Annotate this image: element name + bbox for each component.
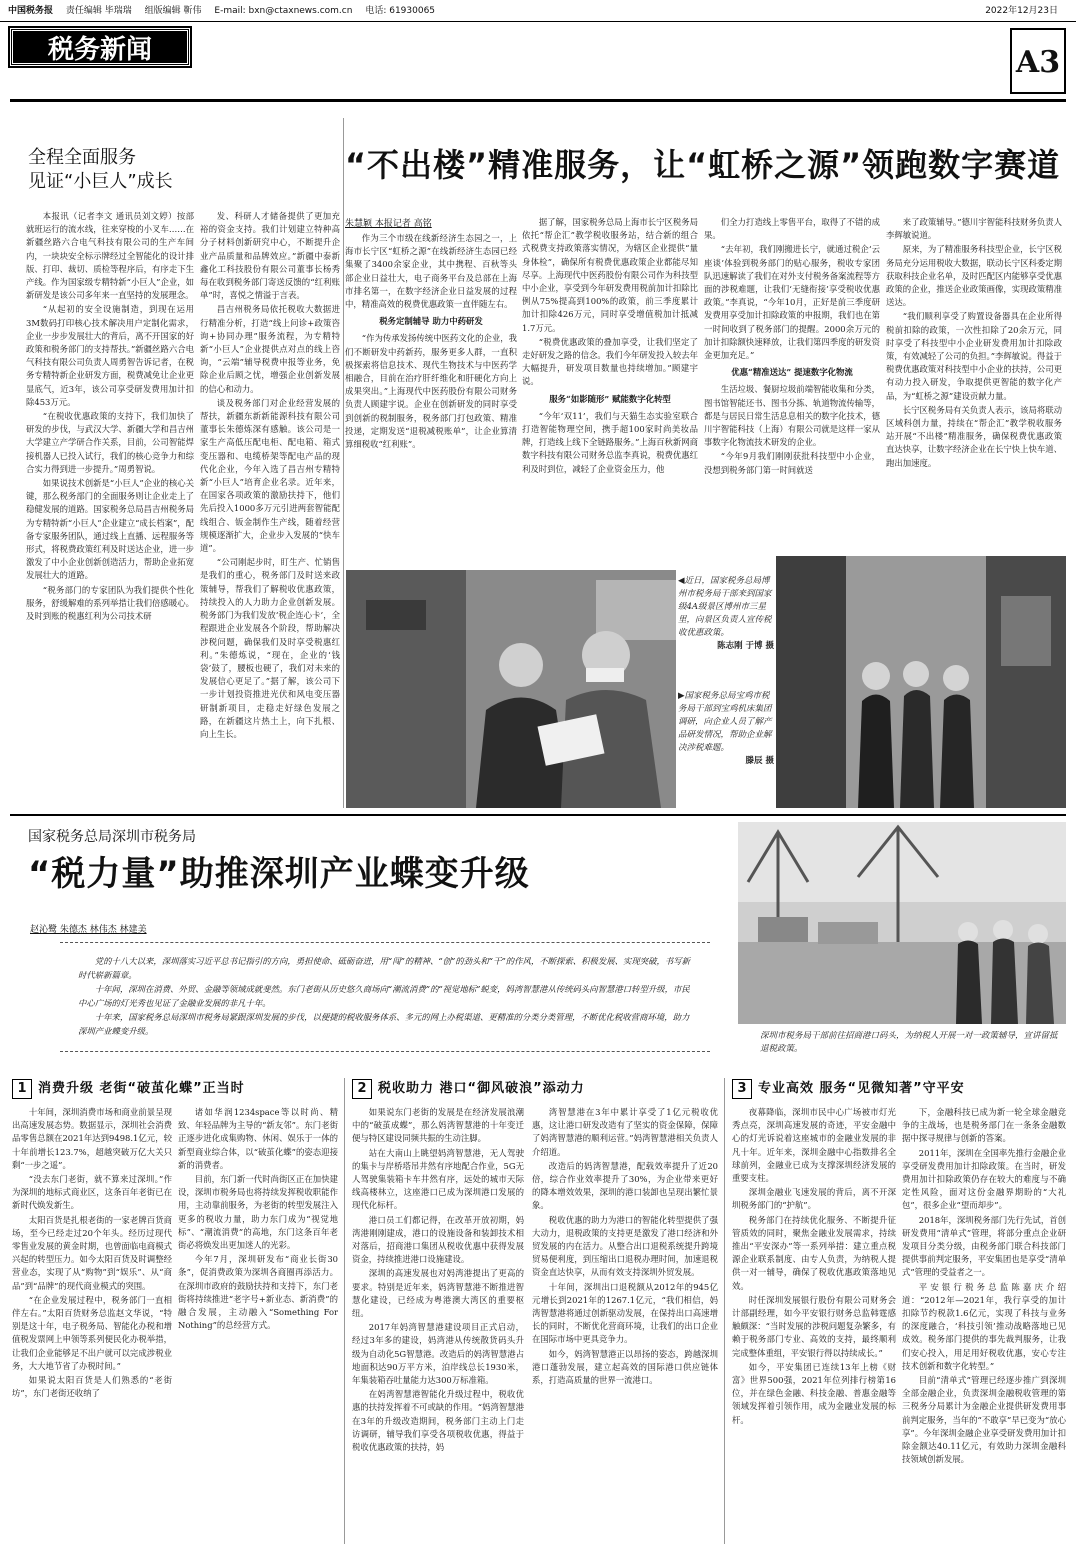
section3-column-1 [732,1106,896,1544]
photo-illustration [346,570,676,808]
paragraph: “公司刚起步时，盯生产、忙销售是我们的重心，税务部门及时送来政策辅导，帮我们了解税收优惠政策，持续投入的人力助力企业创新发展。税务部门为我们发放‘税企连心卡’，全程跟进企业发展各个阶段，帮助解决涉税问题，确保我们及时享受税惠红利。”朱德炼说，“现在，企业的‘钱袋’鼓了，腰板也硬了，我们对未来的发展信心更足了。”据了解，该公司下一步计划投资推进光伏和风电变压器研制新项目，走稳走好绿色发展之路，在新疆这片热土上，向下扎根、向上生长。 [200,557,340,739]
column-rule [344,1078,345,1544]
paragraph: 湾智慧港在3年中累计享受了1亿元税收优惠，这让港口研发改造有了坚实的资金保障，保障了妈湾智慧港的顺利运营。”妈湾智慧港相关负责人介绍道。 [532,1107,718,1157]
paragraph: 目前，东门新一代时尚街区正在加快建设，深圳市税务局也将持续发挥税收职能作用，主动靠前服务，为老街的转型发展注入更多的税收力量，助力东门成为“视觉地标”、“潮流消费”的高地，东门这条百年老街必将焕发出更加迷人的光彩。 [178,1174,338,1251]
lead-headline-line1: 全程全面服务 [28,147,136,168]
editor: 责任编辑 毕瑞瑞 [65,6,132,16]
paragraph: 昌吉州税务局依托税收大数据进行精准分析，打造“线上问诊+政策咨询+协同办理”服务流程，为专精特新“小巨人”企业提供点对点的线上咨询，“云端”辅导税费申报等业务，免除企业后顾之忧，增强企业创新发展的信心和动力。 [200,304,340,394]
paragraph: 十年间，深圳出口退税额从2012年的945亿元增长到2021年的1267.1亿元，“我们相信，妈湾智慧港将通过创新驱动发展，在保持出口高速增长的同时，不断优化营商环境，让我们的出口企业在国际市场中更具竞争力。 [532,1281,718,1345]
paper-name: 中国税务报 [8,6,54,16]
paragraph: 夜幕降临，深圳市民中心广场被市灯光秀点亮，深圳高速发展的奇迹，平安金融中心的灯光诉说着这座城市的金融业发展的非凡十年。近年来，深圳金融中心指数排名全球前列，金融业已成为支撑深圳经济发展的重要支柱。 [732,1107,896,1184]
column-rule [343,118,344,808]
subsection-3-heading [732,1078,965,1100]
subsection-1-heading [12,1078,245,1100]
subsection-number: 2 [352,1079,372,1099]
paragraph: 如果说太阳百货是人们熟悉的“老街坊”，东门老街还收纳了 [12,1375,172,1399]
paragraph: “税务部门的专家团队为我们提供个性化服务，舒缓解难的系列举措让我们倍感暖心。及时到账的税惠红利为公司技术研 [26,584,194,622]
paragraph: 生活垃圾、餐厨垃圾前端智能收集和分类，图书馆智能还书、图书分拣、轨道物流传输等，都是与居民日常生活息息相关的数字化技术，德川宇智能科技（上海）有限公司就是这样一家从事数字化物流技术研发的企业。 [704,384,880,448]
paragraph: 今年7月，深圳研发布“商业长街30条”，促消费政策为深圳各商圈再添活力。在深圳市政府的鼓励扶持和支持下，东门老街将持续推进“老字号+新业态、新消费”的融合发展，主动融入“Something For Nothing”的总经营方式。 [178,1254,338,1331]
paragraph: 原来，为了精准服务科技型企业，长宁区税务局充分运用税收大数据，联动长宁区科委定期获取科技企业名单，及时匹配区内能够享受优惠政策的企业，推送企业政策画像，实现政策精准送达。 [886,244,1062,308]
page-number: A3 [1010,28,1066,94]
main-byline: 朱慧颖 本报记者 高铭 [345,219,432,229]
main-headline: “不出楼”精准服务，让“虹桥之源”领跑数字赛道 [345,146,1061,184]
main-subhead-3: 优惠“精准送达” 提速数字化物流 [731,367,853,378]
caption-text: ◀近日，国家税务总局博州市税务局干部来到国家级4A级景区博州市三星里，向景区负责人宣传税收优惠政策。 [678,576,772,638]
paragraph: 深圳金融业飞速发展的背后，离不开深圳税务部门的“护航”。 [732,1187,896,1211]
photo-officials-scenic-area [346,570,676,808]
subsection-title: 消费升级 老街“破茧化蝶”正当时 [38,1081,245,1096]
paragraph: 如果说技术创新是“小巨人”企业的核心关键，那么税务部门的全面服务则让企业走上了稳健发展的道路。国家税务总局昌吉州税务局为专精特新“小巨人”企业建立“成长档案”，配备专家服务团队，通过线上直播、远程服务等形式，将税费政策红利及时送达企业，进一步激发了中小企业创新创造活力，帮助企业拓宽发展壮大的道路。 [26,478,194,581]
photo-caption-1 [678,575,774,653]
paragraph: “今年9月我们刚刚获批科技型中小企业，没想到税务部门第一时间就送 [704,451,880,475]
paragraph: “在企业发展过程中，税务部门一直相伴左右。”太阳百货财务总监赵文华说，“特别是这十年，电子税务局、智能化办税和增值税发票网上申领等系列便民化办税举措，让我们企业能够足不出户就可以完成涉税业务，大大地节省了办税时间。” [12,1294,172,1371]
photo-port-officials [738,822,1066,1024]
intro-paragraph: 十年间，深圳在消费、外贸、金融等领域成就斐然。东门老街从历史悠久商场向“潮流消费”的“视觉地标”蜕变，妈湾智慧港从传统码头向智慧港口转型升级，市民中心广场的灯光秀也见证了金融业发展的非凡十年。 [78,984,690,1008]
paragraph: 目前“清单式”管理已经逐步推广到深圳全部金融企业，负责深圳金融税收管理的第三税务分局累计为金融企业提供研发费用事前判定服务，当年的“不敢享”早已变为“放心享”。今年深圳金融企业享受研发费用加计扣除金额达40.11亿元，有效助力深圳金融科技领域创新发展。 [902,1375,1066,1465]
section-divider [10,814,1066,816]
paragraph: 本报讯（记者李文 通讯员刘文婷）按部就班运行的流水线，往来穿梭的小叉车……在新疆丝路六合电气科技有限公司的生产车间内，一块块安全标示牌经过全智能化的设计排版、打印、裁切、质检等程序后，有序走下生产线。作为国家级专精特新“小巨人”企业，如新研发是该公司多年来一直坚持的发展理念。 [26,211,194,301]
layout-editor: 组版编辑 靳伟 [144,6,202,16]
paragraph: “从起初的安全设施制造，到现在运用3M数码打印核心技术解决用户定制化需求，企业一步步发展壮大的背后，离不开国家的好政策和税务部门的支持帮扶。”新疆丝路六合电气科技有限公司负责人周勇智告诉记者，在税务专精特新企业研发方面，税费减免让企业更显底气，近3年，该公司享受研发费用加计扣除453万元。 [26,304,194,407]
section-title: 税务新闻 [10,28,190,66]
main-column-1 [345,232,517,562]
phone: 电话: 61930065 [365,6,436,16]
port-photo-caption [760,1030,1060,1056]
column-rule [724,1078,725,1544]
issue-date: 2022年12月23日 [985,6,1058,16]
paragraph: “在税收优惠政策的支持下，我们加快了研发的步伐，与武汉大学、新疆大学和昌吉州大学建立产学研合作关系，目前，公司智能焊接机器人已投入试行，我们的核心竞争力和综合实力得到进一步提升。”周勇智说。 [26,411,194,474]
paragraph: 谈及税务部门对企业经营发展的帮扶，新疆东新新能源科技有限公司董事长朱德炼深有感触。该公司是一家生产高低压配电柜、配电箱、箱式变压器和、电缆桥架等配电产品的现代化企业，今年入选了昌吉州专精特新“小巨人”培育企业名录。近年来，在国家各项政策的激励扶持下，他们先后投入1000多万元引进两套智能配线组合、钣金制作生产线，随着经营规模逐渐扩大，企业步入发展的“快车道”。 [200,397,340,554]
main-column-2 [522,216,698,562]
paragraph: 如今，妈湾智慧港正以昂扬的姿态，跨越深圳港口蓬勃发展，建立起高效的国际港口供应链体系，打造高质量的世界一流港口。 [532,1348,718,1386]
intro-paragraph: 党的十八大以来，深圳落实习近平总书记指引的方向，勇担使命、砥砺奋进，用“闯”的精神、“创”的劲头和“干”的作风，不断探索、积极发展、实现突破，书写新时代崭新篇章。 [78,956,690,980]
photo-officials-machine-factory [776,556,1066,808]
photo-caption-2 [678,690,774,768]
paragraph: “税费优惠政策的叠加享受，让我们坚定了走好研发之路的信念。我们今年研发投入较去年大幅提升，研发项目数量也持续增加。”顾建宇说。 [522,336,698,387]
section1-column-2 [178,1106,338,1544]
paragraph: 十年间，深圳消费市场和商业前景呈现出高速发展态势。数据显示，深圳社会消费品零售总额在2021年达到9498.1亿元，较十年前增长123.7%，超越突破万亿大关只剩“一步之遥”。 [12,1107,172,1170]
subsection-number: 3 [732,1079,752,1099]
main-subhead-2: 服务“如影随形” 赋能数字化转型 [549,393,671,404]
paragraph: “今年‘双11’，我们与天猫生态实验室联合打造智能物理空间，携手超100家时尚美妆品牌，打造线上线下全链路服务。”上海百秋新网商数字科技有限公司财务总监李真说，税费优惠红利及时到位，减轻了企业资金压力，他 [522,410,698,474]
subsection-2-heading [352,1078,585,1100]
caption-credit: 陈志刚 于博 摄 [717,641,774,651]
paragraph: 在妈湾智慧港智能化升级过程中，税收优惠的扶持发挥着不可或缺的作用。“妈湾智慧港在3年的升级改造期间，税务部门主动上门走访调研，辅导我们享受各项税收优惠，得益于税收优惠政策的扶持，妈 [352,1389,524,1453]
paragraph: “作为传承发扬传统中医药文化的企业，我们不断研发中药新药，服务更多人群，一直积极探索将信息技术、现代生物技术与中医药学相融合，目前在治疗肝纤维化和肝硬化方向上成果突出。”上海现代中医药股份有限公司财务负责人顾建宇说。企业在创新研发的同时享受到创新的税制服务，税务部门打包政策、精准投递，定期发送“退税减税账单”，让企业算清算细税收“红利账”。 [345,333,517,450]
paragraph: 站在大南山上眺望妈湾智慧港，无人驾驶的集卡与岸桥塔吊井然有序地配合作业，5G无人驾驶集装箱卡车井然有序，远处的城市天际线高楼林立，这座港口已成为深圳港口发展的现代化标杆。 [352,1147,524,1211]
section2-column-2 [532,1106,718,1544]
paragraph: 下，金融科技已成为新一轮全球金融竞争的主战场，也是税务部门在一条条金融数据中探寻规律与创新的答案。 [902,1107,1066,1144]
paragraph: “我们顺利享受了购置设备器具在企业所得税前扣除的政策，一次性扣除了20余万元，同时享受了科技型中小企业研发费用加计扣除政策，有效减轻了公司的负担。”李辉敏说。得益于税费优惠政策对科技型中小企业的扶持，公司更有动力投入研发，争取提供更智能的数字化产品，为“虹桥之源”建设贡献力量。 [886,311,1062,401]
paragraph: 2011年，深圳在全国率先推行金融企业享受研发费用加计扣除政策。在当时，研发费用加计扣除政策仍存在较大的难度与不确定性风险，面对这份金融界期盼的“大礼包”，很多企业“望而却步”。 [902,1147,1066,1211]
paragraph: 太阳百货是扎根老街的一家老牌百货商场，至今已经走过20个年头。经历过现代零售业发展的黄金时期，也曾面临电商模式兴起的转型压力。如今太阳百货及时调整经营业态，实现了从“购物”到“娱乐”、从“商品”到“品牌”的现代商业模式的突围。 [12,1214,172,1291]
paragraph: 作为三个市级在线新经济生态园之一，上海市长宁区“虹桥之源”在线新经济生态园已经集聚了3400余家企业，其中携程、百秋等头部企业日益壮大，电子商务平台及总部在上海市排名第一，在数字经济企业日益发展的过程中，精准高效的税费优惠政策一直伴随左右。 [345,233,517,310]
lead-headline-line2: 见证“小巨人”成长 [28,171,173,192]
main-subhead-1: 税务定制辅导 助力中药研发 [379,316,483,327]
subsection-number: 1 [12,1079,32,1099]
main-column-3 [704,216,880,562]
paragraph: 改造后的妈湾智慧港，配载效率提升了近20倍，综合作业效率提升了30%，为企业带来更好的降本增效效果，深圳的港口装卸也呈现出繁忙景象。 [532,1160,718,1211]
paragraph: 发、科研人才储备提供了更加充裕的资金支持。我们计划建立特种高分子材料创新研究中心，不断提升企业产品质量和品牌效应。”新疆中泰新鑫化工科技股份有限公司董事长杨秀每在收到税务部门寄送反馈的“红利账单”时，喜悦之情溢于言表。 [200,211,340,301]
feature-headline: “税力量”助推深圳产业蝶变升级 [28,854,530,894]
paragraph: 据了解，国家税务总局上海市长宁区税务局依托“帮企汇”教学税收服务站，结合新的组合式税费支持政策落实情况，为辖区企业提供“量身体检”，确保所有税费优惠政策企业都能尽知尽享。上海现代中医药股份有限公司作为科技型中小企业，享受到今年研发费用税前加计扣除比例从75%提高到100%的政策，前三季度累计加计扣除426万元，同时享受增值税加计抵减1.7万元。 [522,217,698,333]
subsection-title: 税收助力 港口“御风破浪”添动力 [378,1081,585,1096]
paragraph: 税务部门在持续优化服务、不断提升征管质效的同时，聚焦金融业发展需求，持续推出“平安深办”等一系列举措：建立重点税源企业联系制度、由专人负责，为纳税人提供一对一辅导，确保了税收优惠政策落地见效。 [732,1214,896,1291]
lead-column-2 [200,210,340,808]
email: E-mail: bxn@ctaxnews.com.cn [214,6,353,16]
paragraph: 税收优惠的助力为港口的智能化转型提供了强大动力，退税政策的支持更是激发了港口经济和外贸发展的内在活力。从整合出口退税系统提升跨境贸易便利度，到压缩出口退税办理时间，加速退税资金直达快享，从而有效支持深圳外贸发展。 [532,1214,718,1278]
paragraph: 长宁区税务局有关负责人表示，该局将联动区域科创力量，持续在“帮企汇”教学税收服务站开展“不出楼”精准服务，确保税费优惠政策直达快享，让数字经济企业在长宁快上快车道、跑出加速度。 [886,404,1062,468]
main-column-4 [886,216,1062,562]
caption-credit: 滕辰 摄 [745,756,774,766]
section3-column-2 [902,1106,1066,1544]
feature-kicker: 国家税务总局深圳市税务局 [28,829,196,845]
caption-text: ▶国家税务总局宝鸡市税务局干部到宝鸡机床集团调研，向企业人员了解产品研发情况，帮助企业解决涉税难题。 [678,691,772,753]
section1-column-1 [12,1106,172,1544]
paragraph: 港口员工们都记得，在改革开放初期，妈湾港刚刚建成，港口的设施设备和装卸技术相对落后，招商港口集团从税收优惠中获得发展资金，持续推进港口设施建设。 [352,1214,524,1265]
paragraph: “去年初，我们刚搬进长宁，就通过税企‘云座谈’体验到税务部门的贴心服务，税收专家团队迅速解读了我们在对外支付税务备案流程等方面的涉税难题，让我们‘无缝衔接’享受税收优惠政策。”李真说，“今年10月，正好是前三季度研发费用享受加计扣除政策的申报期，我们也在第一时间收到了税务部门的提醒。2000余万元的加计扣除额快速释放，让我们第四季度的研发资金更加充足。” [704,244,880,361]
photo-illustration [738,822,1066,1024]
paragraph: 诸如华润1234space等以时尚、精致、年轻品牌为主导的“新友邻”。东门老街正逐步进化成集购物、休闲、娱乐于一体的新型商业综合体，以“破茧化蝶”的姿态迎接新的消费者。 [178,1107,338,1170]
subsection-title: 专业高效 服务“见微知著”守平安 [758,1081,965,1096]
lead-column-1 [26,210,194,808]
intro-paragraph: 十年来，国家税务总局深圳市税务局紧跟深圳发展的步伐，以便捷的税收服务体系、多元的网上办税渠道、更精准的分类分类管理，不断优化税收营商环境，助力深圳产业蝶变升级。 [78,1012,690,1036]
paragraph: “没去东门老街，就不算来过深圳。”作为深圳的地标式商业区，这条百年老街已在新时代焕发新生。 [12,1174,172,1211]
section2-column-1 [352,1106,524,1544]
paragraph: 平安银行税务总监陈嘉庆介绍道：“2012年—2021年，我行享受的加计扣除节约税款1.6亿元，实现了科技与业务的深度融合，‘科技引领’推动战略落地已见成效。税务部门提供的事先裁判服务，让我们安心投入，用足用好税收优惠，安心专注技术创新和数字化转型。” [902,1281,1066,1371]
caption-text: 深圳市税务局干部前往招商港口码头，为纳税人开展一对一政策辅导，宣讲留抵退税政策。 [760,1031,1058,1054]
feature-intro [78,954,692,1038]
photo-illustration [776,556,1066,808]
paragraph: 深圳的高速发展也对妈湾港提出了更高的要求。特别是近年来，妈湾智慧港不断推进智慧化建设，已经成为粤港澳大湾区的重要枢纽。 [352,1268,524,1319]
page-header [0,0,1076,22]
paragraph: 2018年，深圳税务部门先行先试，首创研发费用“清单式”管理，将部分重点企业研发项目分类分级，由税务部门联合科技部门提供事前判定服务，平安集团也是享受“清单式”管理的受益者之一。 [902,1214,1066,1278]
paragraph: 们全力打造线上零售平台，取得了不错的成果。 [704,217,880,241]
paragraph: 如今，平安集团已连续13年上榜《财富》世界500强，2021年位列排行榜第16位，并在绿色金融、科技金融、普惠金融等领域发挥着引领作用，成为金融业发展的标杆。 [732,1361,896,1425]
paragraph: 2017年妈湾智慧港建设项目正式启动，经过3年多的建设，妈湾港从传统散货码头升级为自动化5G智慧港。改造后的妈湾智慧港占地面积达90万平方米，泊岸线总长1930米，年集装箱吞吐量能力达300万标准箱。 [352,1322,524,1386]
paragraph: 来了政策辅导。”德川宇智能科技财务负责人李辉敏说道。 [886,217,1062,241]
paragraph: 时任深圳发展银行股份有限公司财务会计部副经理，如今平安银行财务总监韩霆感触颇深：“当时发展的涉税问题复杂繁多，有赖于税务部门专业、高效的支持，最终顺利完成整体重组，平安银行得以持续成长。” [732,1294,896,1358]
feature-byline: 赵沁鹭 朱德杰 林伟杰 林建美 [30,925,147,935]
section-banner [10,28,1066,102]
paragraph: 如果说东门老街的发展是在经济发展浪潮中的“破茧成蝶”，那么妈湾智慧港的十年变迁便与特区建设同频共振的生动注脚。 [352,1107,524,1144]
lead-headline [28,146,238,194]
